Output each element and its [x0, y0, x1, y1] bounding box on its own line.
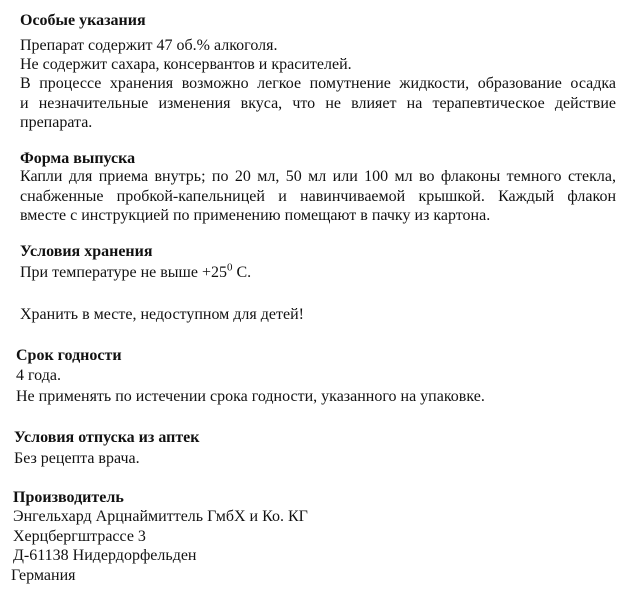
- shelf-life-line-1: 4 года.: [16, 367, 61, 384]
- manufacturer-country: Германия: [11, 567, 76, 584]
- special-line-5: препарата.: [20, 114, 93, 131]
- manufacturer-name: Энгельхард Арцнаймиттель ГмбХ и Ко. КГ: [13, 508, 308, 525]
- special-line-1: Препарат содержит 47 об.% алкоголя.: [20, 37, 278, 54]
- section-heading-manufacturer: Производитель: [13, 489, 124, 506]
- shelf-life-line-2: Не применять по истечении срока годности, указанного на упаковке.: [16, 388, 485, 405]
- storage-temperature-text: При температуре не выше +25: [20, 264, 227, 281]
- section-heading-shelf-life: Срок годности: [16, 347, 122, 364]
- special-line-2: Не содержит сахара, консервантов и красителей.: [20, 56, 352, 73]
- form-line-3: вместе с инструкцией по применению помещают в пачку из картона.: [20, 207, 491, 224]
- special-line-4: и незначительные изменения вкуса, что не влияет на терапевтическое действие: [20, 95, 616, 112]
- manufacturer-city: Д-61138 Нидердорфельден: [13, 547, 197, 564]
- form-line-2: снабженные пробкой-капельницей и навинчиваемой крышкой. Каждый флакон: [20, 188, 616, 205]
- storage-temperature: [20, 263, 251, 283]
- manufacturer-street: Херцбергштрассе 3: [13, 528, 146, 545]
- dispensing-line-1: Без рецепта врача.: [14, 450, 140, 467]
- storage-temperature-unit: С.: [232, 264, 252, 281]
- section-heading-special: Особые указания: [20, 12, 146, 29]
- storage-temperature-degree: 0: [226, 261, 233, 274]
- special-line-3: В процессе хранения возможно легкое помутнение жидкости, образование осадка: [20, 75, 616, 92]
- section-heading-dispensing: Условия отпуска из аптек: [14, 429, 200, 446]
- form-line-1: Капли для приема внутрь; по 20 мл, 50 мл или 100 мл во флаконы темного стекла,: [20, 168, 616, 185]
- section-heading-storage: Условия хранения: [20, 243, 153, 260]
- section-heading-form: Форма выпуска: [20, 150, 136, 167]
- storage-children-note: Хранить в месте, недоступном для детей!: [20, 306, 304, 323]
